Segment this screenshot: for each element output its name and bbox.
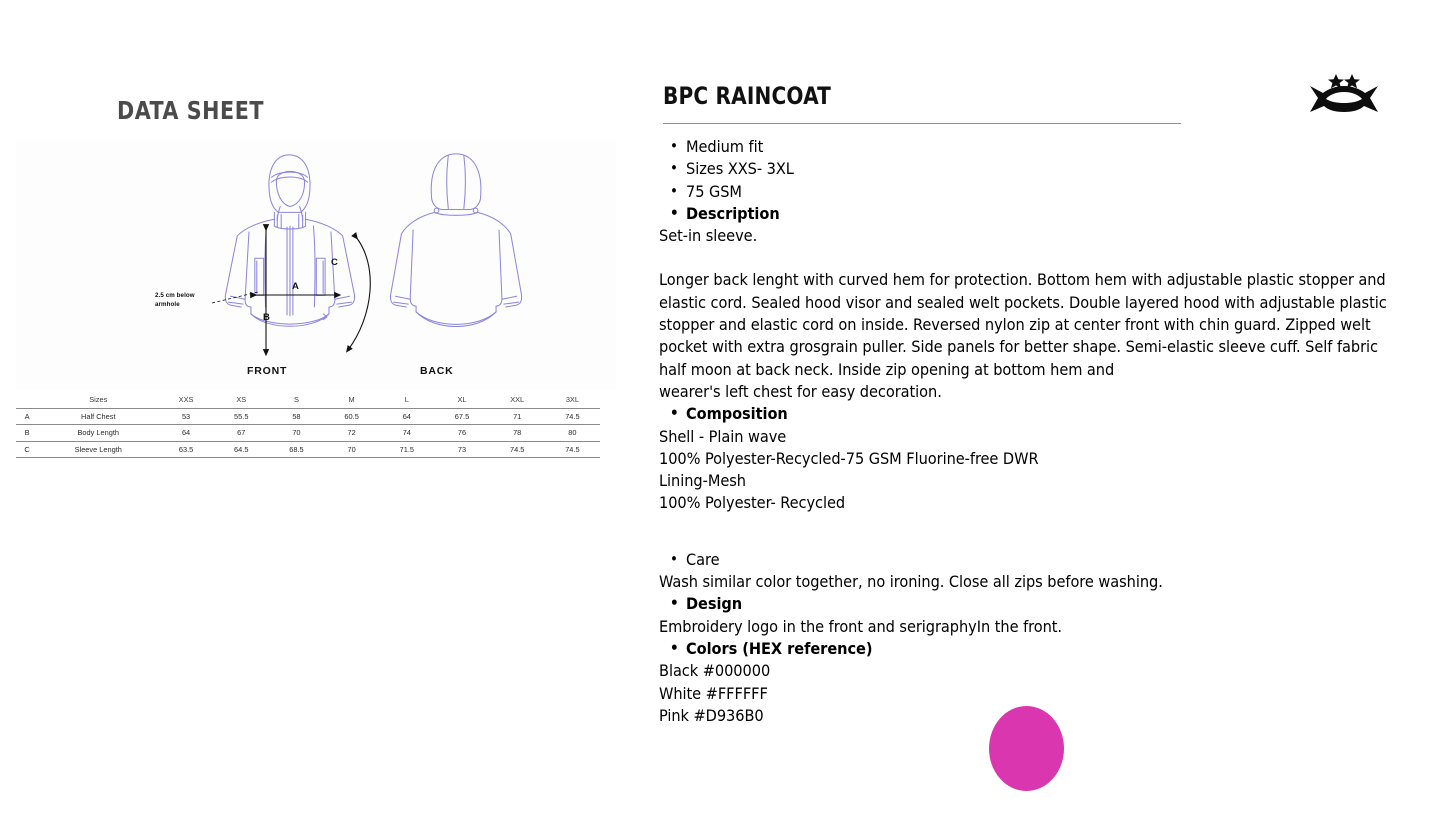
- table-row: [16, 408, 600, 425]
- composition-line-1: Shell - Plain wave: [659, 426, 787, 446]
- care-text: Wash similar color together, no ironing. Close all zips before washing.: [659, 572, 1163, 592]
- bullet-medium-fit: • Medium fit: [659, 136, 1399, 158]
- cell-l: 71.5: [399, 444, 414, 454]
- right-panel: [640, 0, 1445, 815]
- cell-s: 68.5: [289, 444, 304, 454]
- table-head: [16, 392, 600, 408]
- cell-xs: 67: [237, 428, 246, 438]
- table-row: [16, 425, 600, 442]
- measurements-table: [16, 392, 600, 458]
- cell-xxl: 71: [513, 411, 522, 421]
- cell-xxl: 78: [513, 428, 522, 438]
- cell-xl: 67.5: [454, 411, 470, 421]
- table-body: [16, 408, 600, 458]
- bullet-sizes: • Sizes XXS- 3XL: [659, 158, 1399, 180]
- product-title: BPC RAINCOAT: [663, 82, 831, 110]
- front-view-label: FRONT: [247, 365, 288, 377]
- composition-line-3: Lining-Mesh: [659, 471, 746, 491]
- spacer: [659, 247, 1399, 269]
- top-bullet-list: [659, 136, 1399, 225]
- cell-s: 58: [292, 411, 301, 421]
- design-text: Embroidery logo in the front and serigraphyIn the front.: [659, 616, 1062, 636]
- technical-drawing-area: [16, 140, 616, 390]
- armhole-annotation: 2.5 cm below armhole: [155, 292, 195, 308]
- th-xl: XL: [457, 395, 467, 405]
- back-view-label: BACK: [420, 365, 454, 377]
- cell-m: 72: [347, 428, 356, 438]
- specification-body: [659, 136, 1399, 727]
- row-key: B: [24, 428, 30, 438]
- th-key: [16, 392, 38, 408]
- cell-l: 74: [402, 428, 411, 438]
- cell-m: 70: [347, 444, 356, 454]
- cell-m: 60.5: [344, 411, 359, 421]
- cell-3xl: 80: [568, 428, 577, 438]
- spacer: [659, 537, 1399, 549]
- cell-xxs: 64: [181, 428, 191, 438]
- description-paragraph-2: wearer's left chest for easy decoration.: [659, 381, 942, 401]
- svg-text:A: A: [292, 281, 299, 292]
- heading-description: • Description: [659, 203, 1399, 225]
- th-sizes: Sizes: [89, 395, 108, 405]
- th-xxs: XXS: [178, 395, 194, 405]
- svg-text:B: B: [263, 312, 270, 323]
- cell-xs: 64.5: [234, 444, 249, 454]
- th-s: S: [293, 395, 299, 405]
- heading-design: • Design: [659, 593, 1399, 615]
- cell-xxl: 74.5: [509, 444, 525, 454]
- row-key: C: [24, 444, 30, 454]
- heading-care: • Care: [659, 549, 1399, 571]
- composition-line-4: 100% Polyester- Recycled: [659, 493, 846, 513]
- svg-text:C: C: [331, 257, 338, 268]
- cell-3xl: 74.5: [565, 411, 580, 421]
- composition-bullet: [659, 403, 1399, 425]
- description-paragraph: Longer back lenght with curved hem for protection. Bottom hem with adjustable plastic stopper and elastic cord. Sealed hood visor and sealed welt pockets. Double layered hood with adjustable plastic stopper and elastic cord on inside. Reversed nylon zip at center front with chin guard. Zipped welt pocket with extra grosgrain puller. Side panels for better shape. Semi-elastic sleeve cuff. Self fabric half moon at back neck. Inside zip opening at bottom hem and: [659, 270, 1387, 379]
- row-label: Body Length: [77, 428, 120, 438]
- row-label: Sleeve Length: [74, 444, 122, 454]
- table-header-row: [16, 392, 600, 408]
- th-m: M: [348, 395, 355, 405]
- dimension-annotations: [16, 140, 616, 390]
- pink-color-swatch: [989, 706, 1064, 791]
- color-black: Black #000000: [659, 661, 771, 681]
- spacer: [659, 515, 1399, 537]
- color-white: White #FFFFFF: [659, 683, 768, 703]
- cell-xl: 73: [457, 444, 467, 454]
- th-l: L: [404, 395, 409, 405]
- bullet-gsm: • 75 GSM: [659, 181, 1399, 203]
- cell-xxs: 63.5: [178, 444, 194, 454]
- left-panel: [0, 0, 640, 815]
- design-bullet: [659, 593, 1399, 615]
- table-row: [16, 441, 600, 458]
- cell-xs: 55.5: [234, 411, 249, 421]
- cell-xl: 76: [457, 428, 467, 438]
- cell-xxs: 53: [181, 411, 191, 421]
- heading-colors: • Colors (HEX reference): [659, 638, 1399, 660]
- cell-l: 64: [402, 411, 411, 421]
- description-intro: Set-in sleeve.: [659, 226, 758, 246]
- row-key: A: [24, 411, 30, 421]
- color-pink: Pink #D936B0: [659, 705, 764, 725]
- th-xs: XS: [236, 395, 247, 405]
- colors-bullet: [659, 638, 1399, 660]
- heading-composition: • Composition: [659, 403, 1399, 425]
- row-label: Half Chest: [81, 411, 116, 421]
- th-xxl: XXL: [510, 395, 525, 405]
- cell-s: 70: [292, 428, 301, 438]
- brand-crown-stars-logo: [1308, 72, 1380, 120]
- care-bullet: [659, 549, 1399, 571]
- title-divider: [663, 123, 1181, 124]
- sheet-title: DATA SHEET: [117, 96, 265, 125]
- cell-3xl: 74.5: [565, 444, 580, 454]
- th-3xl: 3XL: [565, 395, 579, 405]
- composition-line-2: 100% Polyester-Recycled-75 GSM Fluorine-free DWR: [659, 448, 1039, 468]
